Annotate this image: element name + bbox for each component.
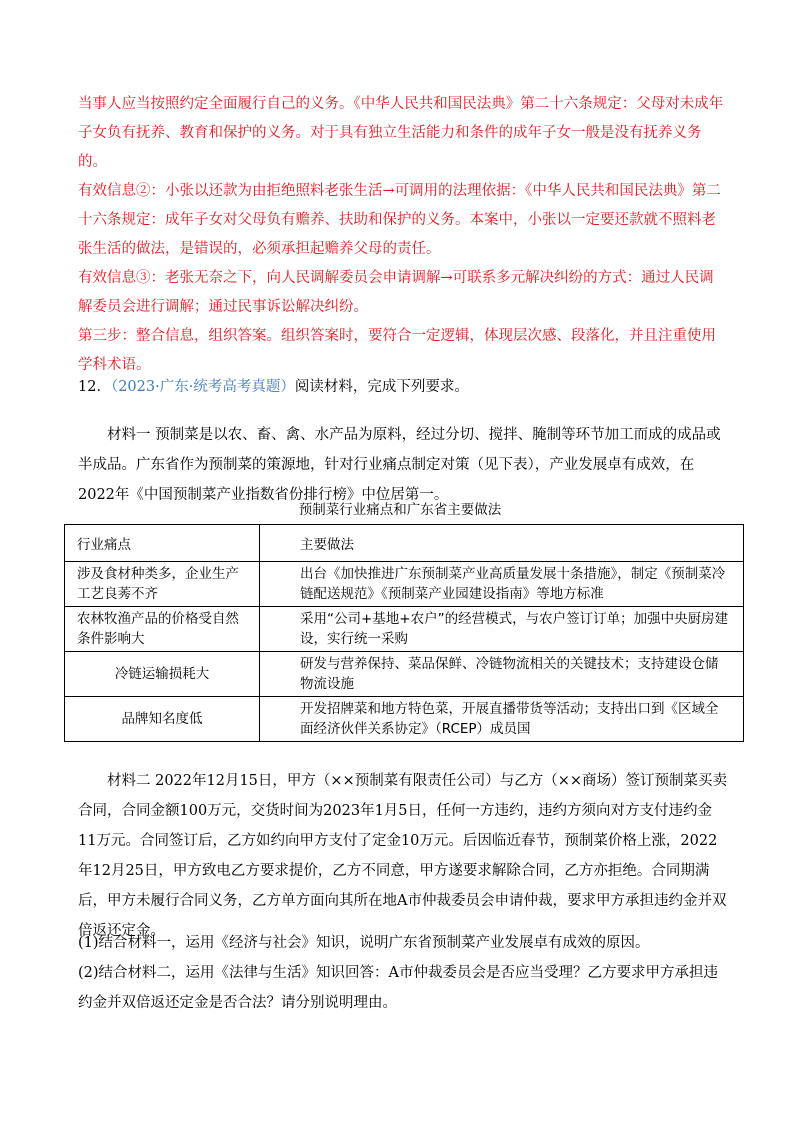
table-header-pain-point: 行业痛点 xyxy=(65,525,260,562)
table-cell-pain-point: 农林牧渔产品的价格受自然条件影响大 xyxy=(65,607,260,652)
table-cell-measure: 开发招牌菜和地方特色菜，开展直播带货等活动；支持出口到《区域全面经济伙伴关系协定》（RCEP）成员国 xyxy=(260,697,744,742)
policy-table xyxy=(64,524,744,742)
table-cell-pain-point: 品牌知名度低 xyxy=(65,697,260,742)
question-number: 12． xyxy=(78,379,111,395)
table-cell-measure: 出台《加快推进广东预制菜产业高质量发展十条措施》，制定《预制菜冷链配送规范》《预制菜产业园建设指南》等地方标准 xyxy=(260,562,744,607)
material-two xyxy=(78,766,728,946)
table-cell-measure: 采用“公司+基地+农户”的经营模式，与农户签订订单；加强中央厨房建设，实行统一采购 xyxy=(260,607,744,652)
analysis-info-2: 有效信息②：小张以还款为由拒绝照料老张生活→可调用的法理依据：《中华人民共和国民法典》第二十六条规定：成年子女对父母负有赡养、扶助和保护的义务。本案中，小张以一定要还款就不照料老张生活的做法，是错误的，必须承担起赡养父母的责任。 xyxy=(78,183,721,257)
question-12-header xyxy=(78,377,469,397)
table-header-row xyxy=(65,525,744,562)
analysis-paragraph-1: 当事人应当按照约定全面履行自己的义务。《中华人民共和国民法典》第二十六条规定：父母对未成年子女负有抚养、教育和保护的义务。对于具有独立生活能力和条件的成年子女一般是没有抚养义务的。 xyxy=(78,96,724,170)
table-cell-pain-point: 冷链运输损耗大 xyxy=(65,652,260,697)
table-cell-measure: 研发与营养保持、菜品保鲜、冷链物流相关的关键技术；支持建设仓储物流设施 xyxy=(260,652,744,697)
table-title: 预制菜行业痛点和广东省主要做法 xyxy=(298,502,502,518)
sub-question-2: (2)结合材料二，运用《法律与生活》知识回答：A市仲裁委员会是否应当受理？乙方要求甲方承担违约金并双倍返还定金是否合法？请分别说明理由。 xyxy=(78,965,719,1011)
material-one-text: 材料一 预制菜是以农、畜、禽、水产品为原料，经过分切、搅拌、腌制等环节加工而成的成品或半成品。广东省作为预制菜的策源地，针对行业痛点制定对策（见下表），产业发展卓有成效，在2022年《中国预制菜产业指数省份排行榜》中位居第一。 xyxy=(78,427,721,503)
analysis-step-3: 第三步：整合信息，组织答案。组织答案时，要符合一定逻辑，体现层次感、段落化，并且注重使用学科术语。 xyxy=(78,328,716,373)
table-cell-pain-point: 涉及食材种类多，企业生产工艺良莠不齐 xyxy=(65,562,260,607)
answer-analysis xyxy=(78,90,728,380)
material-two-text: 材料二 2022年12月15日，甲方（××预制菜有限责任公司）与乙方（××商场）签订预制菜买卖合同，合同金额100万元，交货时间为2023年1月5日，任何一方违约，违约方须向对方支付违约金11万元。合同签订后，乙方如约向甲方支付了定金10万元。后因临近春节，预制菜价格上涨，2022年12月25日，甲方致电乙方要求提价，乙方不同意，甲方遂要求解除合同，乙方亦拒绝。合同期满后，甲方未履行合同义务，乙方单方面向其所在地A市仲裁委员会申请仲裁，要求甲方承担违约金并双倍返还定金。 xyxy=(78,773,728,939)
question-source: （2023·广东·统考高考真题） xyxy=(110,379,295,395)
material-one xyxy=(78,420,728,510)
analysis-info-3: 有效信息③：老张无奈之下，向人民调解委员会申请调解→可联系多元解决纠纷的方式：通过人民调解委员会进行调解；通过民事诉讼解决纠纷。 xyxy=(78,270,714,315)
sub-questions xyxy=(78,928,728,1018)
table-row xyxy=(65,562,744,607)
table-row xyxy=(65,607,744,652)
sub-question-1: (1)结合材料一，运用《经济与社会》知识，说明广东省预制菜产业发展卓有成效的原因。 xyxy=(78,935,650,951)
table-row xyxy=(65,697,744,742)
table-row xyxy=(65,652,744,697)
question-prompt: 阅读材料，完成下列要求。 xyxy=(294,379,469,395)
table-header-measure: 主要做法 xyxy=(260,525,744,562)
